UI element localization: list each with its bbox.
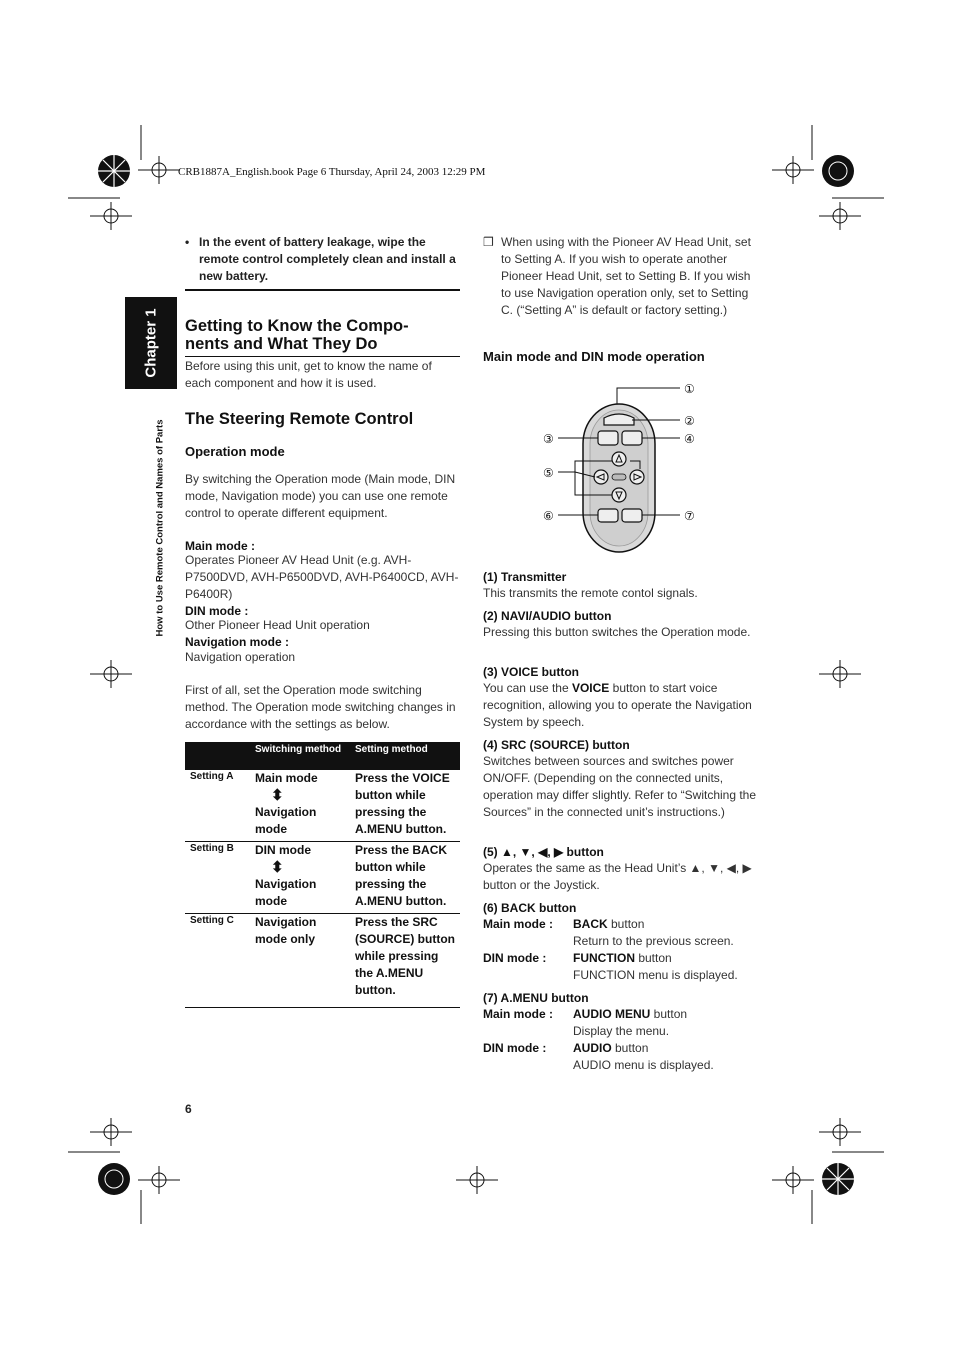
chapter-label: Chapter 1 [142,308,160,378]
amenu-button-icon [622,509,642,522]
remote-control-diagram [530,375,710,560]
item-title: (1) Transmitter [483,570,567,584]
setting-method: Press the SRC (SOURCE) button while pressing the A.MENU button. [351,914,460,1008]
main-mode-label: Main mode : [185,539,256,553]
switching-cell [251,914,351,1008]
switching-cell [251,770,351,842]
mode-from: Main mode [255,771,318,785]
mode-to: Navigation mode [255,805,317,836]
table-header-setting: Setting method [351,742,460,770]
battery-bullet-text: In the event of battery leakage, wipe the remote control completely clean and install a new battery. [199,235,456,283]
chapter-tab [125,297,177,389]
item-text [483,680,761,731]
din-mode-label: DIN mode : [185,604,249,618]
item-title: (6) BACK button [483,901,577,915]
settings-note-text: When using with the Pioneer AV Head Unit, set to Setting A. If you wish to operate another Pioneer Head Unit, set to Setting B. If you wish to use Navigation operation only, set to Setting C. (“Setting A” is default or factory setting.) [501,235,751,317]
din-mode-text: Other Pioneer Head Unit operation [185,618,370,632]
section1-heading [185,317,460,353]
table-row [185,770,460,842]
section1-title-line2: nents and What They Do [185,335,378,353]
section1-title-line1: Getting to Know the Compo- [185,317,409,335]
item-navi-audio [483,609,761,641]
mode-button-bold: AUDIO [573,1041,612,1055]
nav-mode-label: Navigation mode : [185,635,290,649]
setting-method: Press the BACK button while pressing the A.MENU button. [351,842,460,914]
mode-button-suffix: button [607,917,645,931]
item-text: This transmits the remote contol signals. [483,586,698,600]
item-src [483,738,761,821]
voice-button-icon [598,431,618,445]
center-pad-icon [612,474,626,480]
updown-arrow-icon: ⬍ [271,859,284,876]
item-text-pre: You can use the [483,681,572,695]
mode-button-bold: FUNCTION [573,951,635,965]
diagram-title: Main mode and DIN mode operation [483,349,705,364]
item-title: (2) NAVI/AUDIO button [483,609,612,623]
setting-name: Setting C [185,914,251,1008]
mode-desc: AUDIO menu is displayed. [573,1058,714,1072]
table-row [185,914,460,1008]
callout-4: ④ [684,432,695,446]
item-title: (7) A.MENU button [483,991,589,1005]
mode-desc: Return to the previous screen. [573,934,734,948]
op-mode-title: Operation mode [185,444,285,459]
op-mode-text: By switching the Operation mode (Main mode, DIN mode, Navigation mode) you can use one remote control to operate different equipment. [185,472,456,520]
callout-2: ② [684,414,695,428]
mode-button-suffix: button [650,1007,688,1021]
callout-7: ⑦ [684,509,695,523]
setting-name: Setting B [185,842,251,914]
settings-note [483,234,761,319]
din-mode-key: DIN mode : [483,1041,547,1055]
item-transmitter [483,570,761,602]
item-title: (4) SRC (SOURCE) button [483,738,630,752]
table-header-switching: Switching method [251,742,351,770]
main-mode-text: Operates Pioneer AV Head Unit (e.g. AVH-P7500DVD, AVH-P6500DVD, AVH-P6400CD, AVH-P6400R) [185,553,459,601]
switching-table [185,742,460,1008]
item-back [483,901,761,984]
nav-mode-text: Navigation operation [185,650,296,664]
switch-text: First of all, set the Operation mode switching method. The Operation mode switching changes in accordance with the settings as below. [185,683,456,731]
file-info-header: CRB1887A_English.book Page 6 Thursday, April 24, 2003 12:29 PM [178,166,486,178]
page-number: 6 [185,1102,192,1116]
battery-bullet: • In the event of battery leakage, wipe the remote control completely clean and install a new battery. [185,234,460,285]
section1-text: Before using this unit, get to know the name of each component and how it is used. [185,359,432,390]
transmitter-icon [604,414,634,425]
callout-3: ③ [543,432,554,446]
table-header-row [185,742,460,770]
main-mode-key: Main mode : [483,917,554,931]
checkbox-icon: ❒ [483,235,494,249]
item-text: Operates the same as the Head Unit’s ▲, ▼, ◀, ▶ button or the Joystick. [483,861,752,892]
mode-button-suffix: button [635,951,672,965]
setting-method: Press the VOICE button while pressing the A.MENU button. [355,771,450,836]
src-button-icon [622,431,642,445]
setting-name: Setting A [190,771,234,782]
item-voice [483,665,761,731]
item-text: Pressing this button switches the Operation mode. [483,625,751,639]
item-title: (3) VOICE button [483,665,579,679]
mode-from: Navigation mode only [255,915,317,946]
mode-desc: Display the menu. [573,1024,670,1038]
mode-to: Navigation mode [255,877,317,908]
divider [185,289,460,291]
main-mode-key: Main mode : [483,1007,554,1021]
switching-cell [251,842,351,914]
table-header-blank [185,742,251,770]
mode-from: DIN mode [255,843,312,857]
item-text-bold: VOICE [571,681,610,695]
din-mode-key: DIN mode : [483,951,547,965]
table-row [185,842,460,914]
sidebar-section-title: How to Use Remote Control and Names of Parts [154,419,166,637]
callout-1: ① [684,382,695,396]
updown-arrow-icon: ⬍ [271,787,284,804]
item-arrows [483,845,761,894]
callout-6: ⑥ [543,509,554,523]
item-title: (5) ▲, ▼, ◀, ▶ button [483,845,604,859]
callout-5: ⑤ [543,466,554,480]
section2-heading [185,410,460,428]
item-text-post: button to start voice recognition, allowing you to operate the Navigation System by speech. [483,681,752,729]
mode-button-suffix: button [611,1041,649,1055]
item-amenu [483,991,761,1074]
mode-button-bold: AUDIO MENU [573,1007,651,1021]
back-button-icon [598,509,618,522]
section2-title: The Steering Remote Control [185,410,414,428]
mode-button-bold: BACK [573,917,608,931]
item-text: Switches between sources and switches power ON/OFF. (Depending on the connected units, operation may differ slightly. Refer to “Switching the Sources” in the connected unit’s instructions.) [483,754,757,819]
mode-desc: FUNCTION menu is displayed. [573,968,738,982]
section1-rule [185,356,460,357]
